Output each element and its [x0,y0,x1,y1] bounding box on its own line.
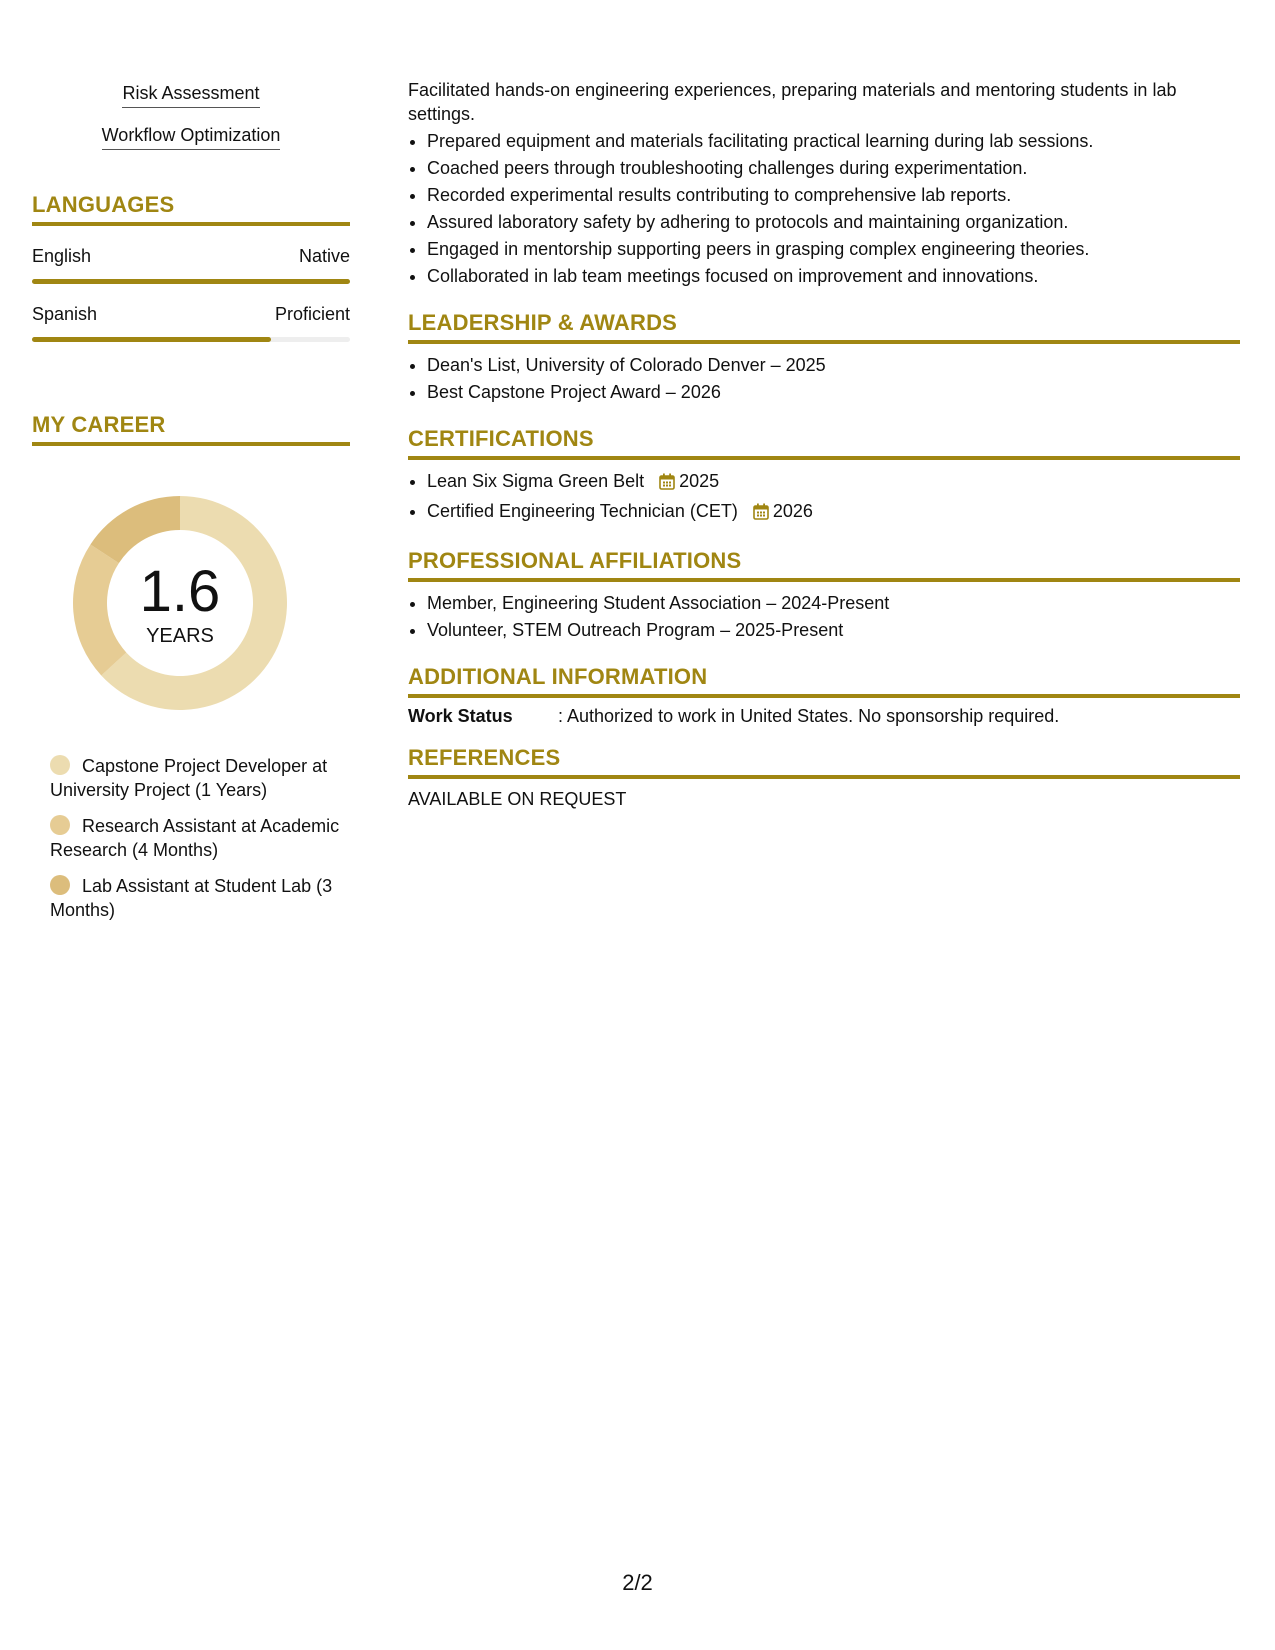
experience-bullet: • Recorded experimental results contributing to comprehensive lab reports. [427,182,1240,209]
language-level: Proficient [274,304,350,324]
leadership-item: • Best Capstone Project Award – 2026 [427,379,1240,406]
donut-slice [90,496,180,563]
language-level: Native [298,246,350,266]
affiliation-item: • Volunteer, STEM Outreach Program – 2025-Present [427,617,1240,644]
affiliations-title: PROFESSIONAL AFFILIATIONS [408,548,1240,582]
career-legend-label: Lab Assistant at Student Lab (3 Months) [50,876,333,920]
experience-bullet: • Coached peers through troubleshooting challenges during experimentation. [427,155,1240,182]
language-bar-fill [32,279,350,284]
references-section [408,745,1240,810]
calendar-icon [753,501,769,528]
legend-dot [50,875,70,895]
leadership-list [408,352,1240,406]
language-bar [32,279,350,284]
right-column [408,78,1240,810]
experience-bullet: • Collaborated in lab team meetings focused on improvement and innovations. [427,263,1240,290]
left-column [32,82,350,934]
certifications-section [408,426,1240,528]
career-legend-item [50,814,350,862]
work-status-value: : Authorized to work in United States. No sponsorship required. [558,706,1060,726]
language-bar [32,337,350,342]
leadership-title: LEADERSHIP & AWARDS [408,310,1240,344]
language-bar-fill [32,337,271,342]
languages-title: LANGUAGES [32,192,350,226]
career-donut-chart [67,490,293,716]
career-legend-item [50,754,350,802]
references-title: REFERENCES [408,745,1240,779]
additional-title: ADDITIONAL INFORMATION [408,664,1240,698]
additional-section [408,664,1240,727]
career-legend-item [50,874,350,922]
certification-name: Certified Engineering Technician (CET) [427,501,738,521]
career-total-unit: YEARS [146,625,214,647]
affiliations-list [408,590,1240,644]
experience-bullet: • Engaged in mentorship supporting peers in grasping complex engineering theories. [427,236,1240,263]
page-number: 2/2 [622,1570,653,1595]
skill-item: Risk Assessment [122,82,259,108]
certification-item [427,498,1240,528]
language-item [32,246,350,284]
leadership-item: • Dean's List, University of Colorado Denver – 2025 [427,352,1240,379]
certifications-list [408,468,1240,528]
career-legend-label: Research Assistant at Academic Research (4 Months) [50,816,340,860]
career-legend-label: Capstone Project Developer at University Project (1 Years) [50,756,328,800]
certification-year: 2025 [679,471,720,491]
languages-section [32,192,350,342]
certification-item [427,468,1240,498]
donut-center [67,559,293,648]
skill-item: Workflow Optimization [102,124,281,150]
legend-dot [50,755,70,775]
legend-dot [50,815,70,835]
career-title: MY CAREER [32,412,350,446]
work-status-row [408,706,1240,727]
experience-bullet: • Prepared equipment and materials facilitating practical learning during lab sessions. [427,128,1240,155]
career-section [32,412,350,922]
experience-bullets [408,128,1240,290]
certification-year: 2026 [772,501,813,521]
language-name: English [32,246,92,266]
certifications-title: CERTIFICATIONS [408,426,1240,460]
language-name: Spanish [32,304,98,324]
language-item [32,304,350,342]
leadership-section [408,310,1240,406]
calendar-icon [659,471,675,498]
affiliation-item: • Member, Engineering Student Association – 2024-Present [427,590,1240,617]
work-status-label: Work Status [408,706,513,726]
affiliations-section [408,548,1240,644]
career-legend [50,754,350,922]
experience-bullet: • Assured laboratory safety by adhering to protocols and maintaining organization. [427,209,1240,236]
career-total-value: 1.6 [139,559,221,624]
experience-intro: Facilitated hands-on engineering experiences, preparing materials and mentoring students in lab settings. [408,80,1177,124]
certification-name: Lean Six Sigma Green Belt [427,471,645,491]
references-text: AVAILABLE ON REQUEST [408,789,627,809]
